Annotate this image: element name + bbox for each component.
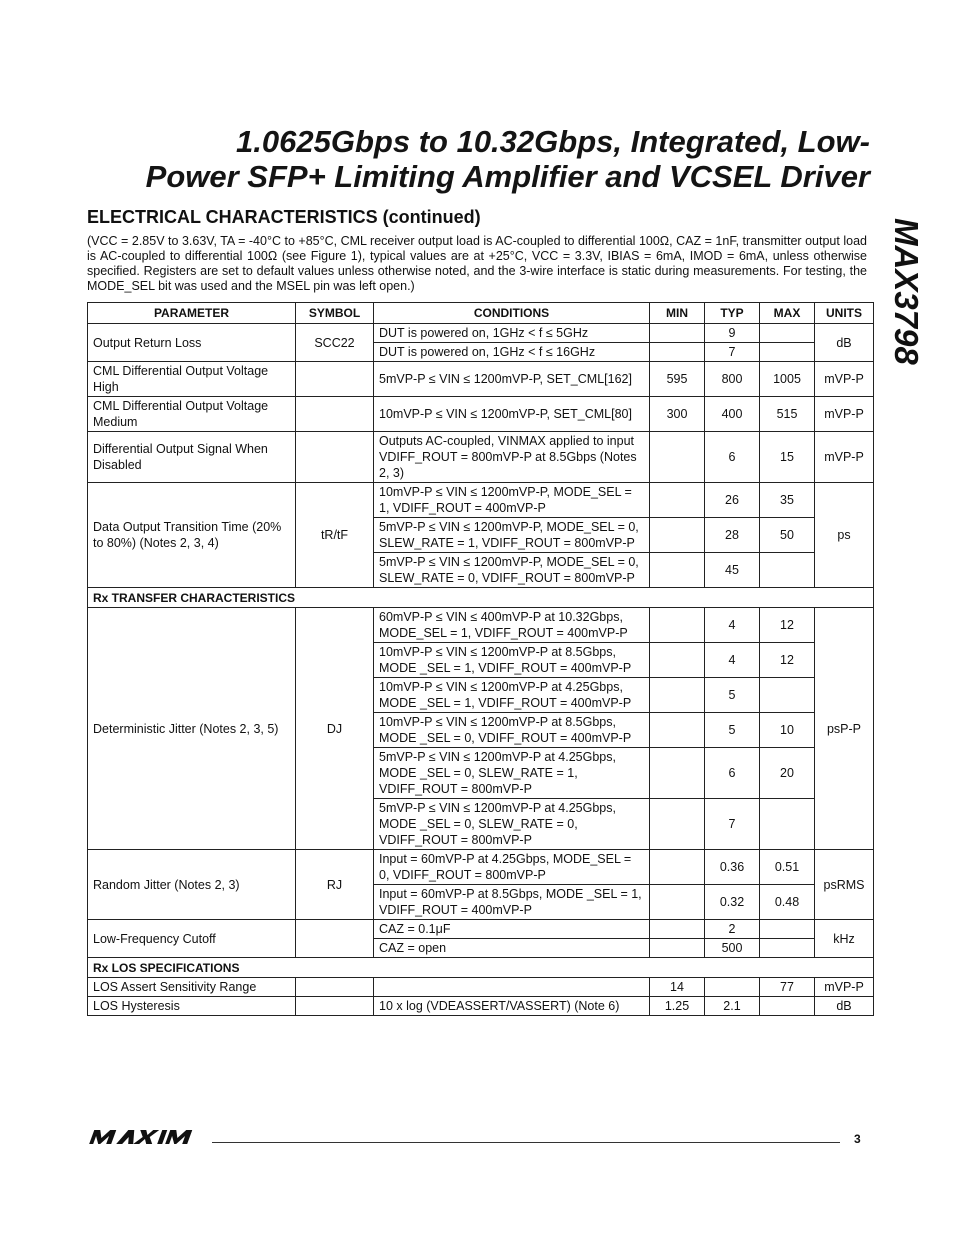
units-cell: ps — [815, 483, 874, 588]
conditions-cell: 10mVP-P ≤ VIN ≤ 1200mVP-P at 4.25Gbps, MODE _SEL = 1, VDIFF_ROUT = 400mVP-P — [374, 678, 650, 713]
conditions-cell: Input = 60mVP-P at 4.25Gbps, MODE_SEL = 0, VDIFF_ROUT = 800mVP-P — [374, 850, 650, 885]
max-cell: 77 — [760, 978, 815, 997]
typ-cell: 5 — [705, 678, 760, 713]
footer-rule — [212, 1142, 840, 1143]
min-cell — [650, 553, 705, 588]
column-header: MAX — [760, 303, 815, 324]
column-header: CONDITIONS — [374, 303, 650, 324]
min-cell — [650, 343, 705, 362]
page-number: 3 — [854, 1132, 861, 1146]
conditions-cell: 5mVP-P ≤ VIN ≤ 1200mVP-P, MODE_SEL = 0, SLEW_RATE = 1, VDIFF_ROUT = 800mVP-P — [374, 518, 650, 553]
min-cell: 595 — [650, 362, 705, 397]
max-cell — [760, 343, 815, 362]
typ-cell: 2.1 — [705, 997, 760, 1016]
typ-cell: 7 — [705, 343, 760, 362]
max-cell — [760, 920, 815, 939]
table-row — [88, 920, 874, 939]
min-cell: 300 — [650, 397, 705, 432]
max-cell: 1005 — [760, 362, 815, 397]
min-cell — [650, 608, 705, 643]
parameter-cell: Random Jitter (Notes 2, 3) — [88, 850, 296, 920]
max-cell: 0.51 — [760, 850, 815, 885]
table-row — [88, 978, 874, 997]
conditions-cell: Outputs AC-coupled, VINMAX applied to input VDIFF_ROUT = 800mVP-P at 8.5Gbps (Notes 2, 3) — [374, 432, 650, 483]
units-cell: mVP-P — [815, 978, 874, 997]
conditions-cell: 60mVP-P ≤ VIN ≤ 400mVP-P at 10.32Gbps, MODE_SEL = 1, VDIFF_ROUT = 400mVP-P — [374, 608, 650, 643]
conditions-cell: 10 x log (VDEASSERT/VASSERT) (Note 6) — [374, 997, 650, 1016]
title-line-1: 1.0625Gbps to 10.32Gbps, Integrated, Low- — [236, 124, 870, 159]
electrical-characteristics-table — [87, 302, 874, 1016]
title-line-2: Power SFP+ Limiting Amplifier and VCSEL Driver — [145, 159, 870, 194]
column-header: UNITS — [815, 303, 874, 324]
side-part-number — [885, 218, 929, 378]
symbol-cell: SCC22 — [296, 324, 374, 362]
conditions-cell: 10mVP-P ≤ VIN ≤ 1200mVP-P at 8.5Gbps, MODE _SEL = 1, VDIFF_ROUT = 400mVP-P — [374, 643, 650, 678]
parameter-cell: Differential Output Signal When Disabled — [88, 432, 296, 483]
units-cell: mVP-P — [815, 432, 874, 483]
units-cell: kHz — [815, 920, 874, 958]
typ-cell: 26 — [705, 483, 760, 518]
maxim-logo — [87, 1128, 199, 1151]
min-cell — [650, 799, 705, 850]
conditions-cell: 5mVP-P ≤ VIN ≤ 1200mVP-P at 4.25Gbps, MODE _SEL = 0, SLEW_RATE = 0, VDIFF_ROUT = 800mVP-P — [374, 799, 650, 850]
typ-cell: 28 — [705, 518, 760, 553]
conditions-cell: CAZ = 0.1μF — [374, 920, 650, 939]
typ-cell: 2 — [705, 920, 760, 939]
max-cell: 35 — [760, 483, 815, 518]
min-cell — [650, 432, 705, 483]
conditions-cell: DUT is powered on, 1GHz < f ≤ 5GHz — [374, 324, 650, 343]
min-cell — [650, 518, 705, 553]
table-row — [88, 397, 874, 432]
parameter-cell: LOS Assert Sensitivity Range — [88, 978, 296, 997]
typ-cell: 6 — [705, 432, 760, 483]
max-cell: 0.48 — [760, 885, 815, 920]
symbol-cell: DJ — [296, 608, 374, 850]
page-title — [40, 124, 870, 194]
conditions-cell: 5mVP-P ≤ VIN ≤ 1200mVP-P at 4.25Gbps, MODE _SEL = 0, SLEW_RATE = 1, VDIFF_ROUT = 800mVP-P — [374, 748, 650, 799]
max-cell: 12 — [760, 643, 815, 678]
symbol-cell — [296, 978, 374, 997]
column-header: SYMBOL — [296, 303, 374, 324]
typ-cell: 7 — [705, 799, 760, 850]
table-row — [88, 997, 874, 1016]
parameter-cell: CML Differential Output Voltage Medium — [88, 397, 296, 432]
parameter-cell: LOS Hysteresis — [88, 997, 296, 1016]
section-heading: ELECTRICAL CHARACTERISTICS (continued) — [87, 207, 481, 227]
max-cell: 50 — [760, 518, 815, 553]
max-cell — [760, 799, 815, 850]
conditions-cell — [374, 978, 650, 997]
typ-cell: 45 — [705, 553, 760, 588]
units-cell: mVP-P — [815, 397, 874, 432]
typ-cell: 9 — [705, 324, 760, 343]
maxim-logo-graphic — [87, 1128, 199, 1146]
section-label: Rx LOS SPECIFICATIONS — [88, 958, 874, 978]
table-section-row — [88, 958, 874, 978]
parameter-cell: Output Return Loss — [88, 324, 296, 362]
conditions-cell: 10mVP-P ≤ VIN ≤ 1200mVP-P, SET_CML[80] — [374, 397, 650, 432]
parameter-cell: Deterministic Jitter (Notes 2, 3, 5) — [88, 608, 296, 850]
symbol-cell — [296, 432, 374, 483]
section-label: Rx TRANSFER CHARACTERISTICS — [88, 588, 874, 608]
table-section-row — [88, 588, 874, 608]
symbol-cell: RJ — [296, 850, 374, 920]
min-cell — [650, 678, 705, 713]
min-cell — [650, 748, 705, 799]
table-row — [88, 850, 874, 885]
max-cell — [760, 553, 815, 588]
min-cell — [650, 483, 705, 518]
test-conditions: (VCC = 2.85V to 3.63V, TA = -40°C to +85°C, CML receiver output load is AC-coupled to differential 100Ω, CAZ = 1nF, transmitter output load is AC-coupled to differential 100Ω (see Figure 1), typical values are at +25°C, VCC = 3.3V, IBIAS = 6mA, IMOD = 6mA, unless otherwise specified. Registers are set to default values unless otherwise noted, and the 3-wire interface is static during measurements. For testing, the MODE_SEL bit was used and the MSEL pin was left open.) — [87, 234, 867, 293]
max-cell: 515 — [760, 397, 815, 432]
table-row — [88, 324, 874, 343]
typ-cell: 500 — [705, 939, 760, 958]
min-cell — [650, 324, 705, 343]
conditions-cell: 5mVP-P ≤ VIN ≤ 1200mVP-P, MODE_SEL = 0, SLEW_RATE = 0, VDIFF_ROUT = 800mVP-P — [374, 553, 650, 588]
min-cell — [650, 643, 705, 678]
min-cell — [650, 713, 705, 748]
conditions-cell: 10mVP-P ≤ VIN ≤ 1200mVP-P, MODE_SEL = 1, VDIFF_ROUT = 400mVP-P — [374, 483, 650, 518]
typ-cell — [705, 978, 760, 997]
min-cell — [650, 885, 705, 920]
typ-cell: 0.32 — [705, 885, 760, 920]
max-cell — [760, 324, 815, 343]
min-cell: 1.25 — [650, 997, 705, 1016]
conditions-cell: Input = 60mVP-P at 8.5Gbps, MODE _SEL = 1, VDIFF_ROUT = 400mVP-P — [374, 885, 650, 920]
symbol-cell — [296, 920, 374, 958]
typ-cell: 5 — [705, 713, 760, 748]
parameter-cell: CML Differential Output Voltage High — [88, 362, 296, 397]
max-cell: 12 — [760, 608, 815, 643]
units-cell: dB — [815, 997, 874, 1016]
conditions-cell: 5mVP-P ≤ VIN ≤ 1200mVP-P, SET_CML[162] — [374, 362, 650, 397]
conditions-cell: DUT is powered on, 1GHz < f ≤ 16GHz — [374, 343, 650, 362]
table-body — [88, 324, 874, 1016]
parameter-cell: Low-Frequency Cutoff — [88, 920, 296, 958]
table-row — [88, 608, 874, 643]
table-row — [88, 432, 874, 483]
max-cell: 10 — [760, 713, 815, 748]
column-header: TYP — [705, 303, 760, 324]
column-header: MIN — [650, 303, 705, 324]
max-cell: 15 — [760, 432, 815, 483]
symbol-cell — [296, 362, 374, 397]
min-cell — [650, 920, 705, 939]
max-cell: 20 — [760, 748, 815, 799]
conditions-cell: 10mVP-P ≤ VIN ≤ 1200mVP-P at 8.5Gbps, MODE _SEL = 0, VDIFF_ROUT = 400mVP-P — [374, 713, 650, 748]
max-cell — [760, 678, 815, 713]
table-row — [88, 483, 874, 518]
min-cell — [650, 850, 705, 885]
symbol-cell: tR/tF — [296, 483, 374, 588]
table-row — [88, 362, 874, 397]
min-cell: 14 — [650, 978, 705, 997]
symbol-cell — [296, 397, 374, 432]
max-cell — [760, 939, 815, 958]
column-header: PARAMETER — [88, 303, 296, 324]
typ-cell: 0.36 — [705, 850, 760, 885]
side-part-number-text: MAX3798 — [888, 218, 925, 365]
table-header-row — [88, 303, 874, 324]
typ-cell: 4 — [705, 643, 760, 678]
typ-cell: 4 — [705, 608, 760, 643]
typ-cell: 6 — [705, 748, 760, 799]
min-cell — [650, 939, 705, 958]
symbol-cell — [296, 997, 374, 1016]
parameter-cell: Data Output Transition Time (20% to 80%) (Notes 2, 3, 4) — [88, 483, 296, 588]
typ-cell: 400 — [705, 397, 760, 432]
units-cell: mVP-P — [815, 362, 874, 397]
max-cell — [760, 997, 815, 1016]
conditions-cell: CAZ = open — [374, 939, 650, 958]
units-cell: psP-P — [815, 608, 874, 850]
units-cell: psRMS — [815, 850, 874, 920]
units-cell: dB — [815, 324, 874, 362]
typ-cell: 800 — [705, 362, 760, 397]
